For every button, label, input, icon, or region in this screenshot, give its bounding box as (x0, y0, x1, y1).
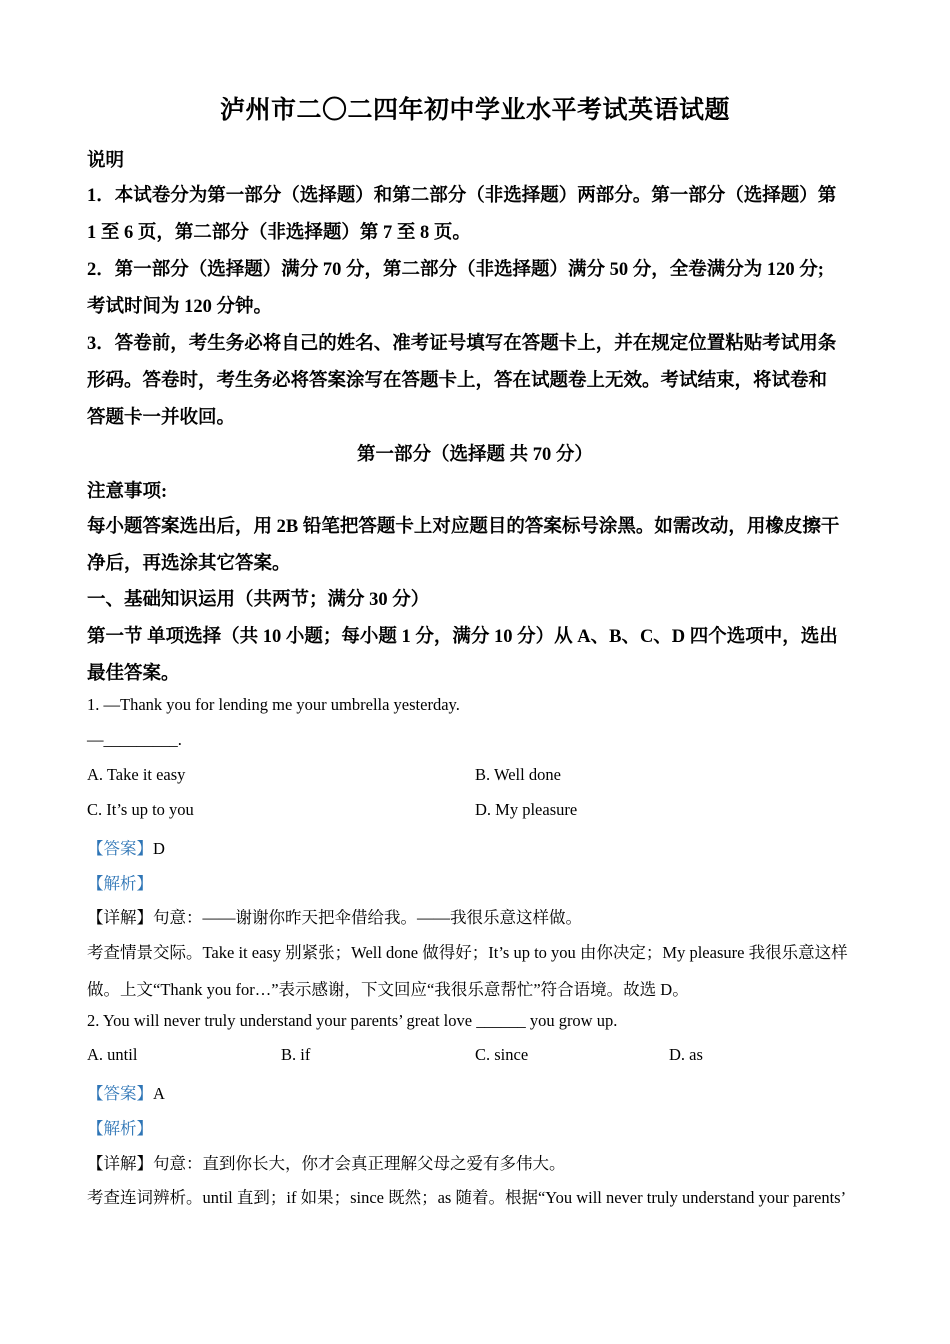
q2-analysis-tag: 【解析】 (87, 1119, 153, 1138)
instruction-line: 答题卡一并收回。 (87, 408, 236, 428)
section-heading: 一、基础知识运用（共两节；满分 30 分） (87, 590, 430, 610)
q2-option-b: B. if (281, 1045, 311, 1064)
answer-value: D (153, 839, 165, 858)
q2-option-a: A. until (87, 1045, 138, 1064)
notice-heading: 注意事项: (87, 482, 168, 502)
question-1-stem: 1. —Thank you for lending me your umbrella yesterday. (87, 695, 460, 714)
subsection-line: 第一节 单项选择（共 10 小题；每小题 1 分，满分 10 分）从 A、B、C、D 四个选项中，选出 (87, 627, 838, 647)
q2-option-c: C. since (475, 1045, 529, 1064)
q1-explain-line: 做。上文“Thank you for…”表示感谢，下文回应“我很乐意帮忙”符合语境。故选 D。 (87, 980, 689, 999)
answer-value: A (153, 1084, 165, 1103)
q2-option-d: D. as (669, 1045, 703, 1064)
page-title: 泸州市二〇二四年初中学业水平考试英语试题 (219, 97, 730, 124)
q2-explain-line: 考查连词辨析。until 直到；if 如果；since 既然；as 随着。根据“You will never truly understand your parents’ (87, 1188, 847, 1207)
instructions-heading: 说明 (87, 151, 125, 171)
q1-detail: 【详解】句意：——谢谢你昨天把伞借给我。——我很乐意这样做。 (87, 908, 582, 927)
notice-line: 净后，再选涂其它答案。 (87, 554, 291, 574)
instruction-line: 1．本试卷分为第一部分（选择题）和第二部分（非选择题）两部分。第一部分（选择题）第 (87, 186, 837, 206)
answer-tag: 【答案】 (87, 839, 153, 858)
instruction-line: 形码。答卷时，考生务必将答案涂写在答题卡上，答在试题卷上无效。考试结束，将试卷和 (87, 371, 828, 391)
q1-option-d: D. My pleasure (475, 800, 578, 819)
instruction-line: 3．答卷前，考生务必将自己的姓名、准考证号填写在答题卡上，并在规定位置粘贴考试用条 (87, 334, 837, 354)
instruction-line: 2．第一部分（选择题）满分 70 分，第二部分（非选择题）满分 50 分，全卷满分为 120 分; (87, 260, 824, 280)
q1-option-c: C. It’s up to you (87, 800, 194, 819)
question-1-reply: —_________. (87, 730, 182, 749)
q1-option-b: B. Well done (475, 765, 561, 784)
q2-answer (87, 1080, 165, 1104)
answer-tag: 【答案】 (87, 1084, 153, 1103)
q2-detail: 【详解】句意：直到你长大，你才会真正理解父母之爱有多伟大。 (87, 1154, 566, 1173)
q1-explain-line: 考查情景交际。Take it easy 别紧张；Well done 做得好；It’s up to you 由你决定；My pleasure 我很乐意这样 (87, 943, 848, 962)
instruction-line: 1 至 6 页，第二部分（非选择题）第 7 至 8 页。 (87, 223, 471, 243)
question-2-stem: 2. You will never truly understand your parents’ great love ______ you grow up. (87, 1011, 618, 1030)
instruction-line: 考试时间为 120 分钟。 (87, 297, 273, 317)
notice-line: 每小题答案选出后，用 2B 铅笔把答题卡上对应题目的答案标号涂黑。如需改动，用橡皮擦干 (87, 517, 840, 537)
q1-analysis-tag: 【解析】 (87, 874, 153, 893)
subsection-line: 最佳答案。 (87, 664, 180, 684)
q1-answer (87, 835, 165, 859)
part-title: 第一部分（选择题 共 70 分） (357, 445, 593, 465)
q1-option-a: A. Take it easy (87, 765, 186, 784)
